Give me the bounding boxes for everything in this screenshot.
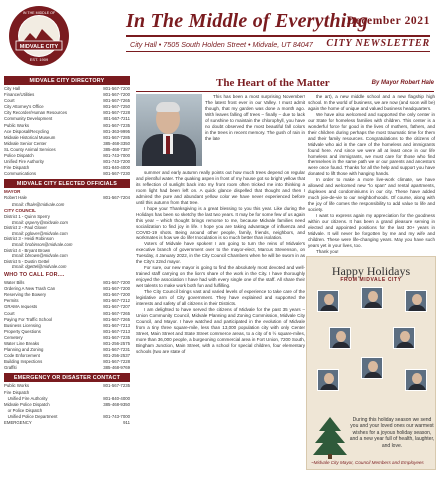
council-heading: CITY COUNCIL <box>4 208 36 214</box>
article-paragraph: In order to make a more live-work climate, we have allowed and welcomed new "lo span" and rental apartments, duplexes and condominiums in our city. These have added much joie-de-vie to our neighborhoods. Of course, along with the joy of life comes the responsibility to add value to life and society. <box>308 177 435 213</box>
who-to-call-row-number[interactable]: 801-567-7212 <box>103 298 130 304</box>
council-member-name: District 5 - Dustin Gettel <box>4 258 50 264</box>
city-hall-address: City Hall • 7505 South Holden Street • Midvale, UT 84047 <box>130 40 313 49</box>
masthead <box>0 0 440 76</box>
emergency-row-label: Unified Police Department <box>4 413 58 419</box>
mayor-number: 801-567-7204 <box>103 195 130 201</box>
council-member-name: District 3 - Heidi Robinson <box>4 236 54 242</box>
masthead-rule-lower <box>126 51 430 52</box>
council-portrait <box>361 357 383 379</box>
who-to-call-row-number[interactable]: 801-567-7231 <box>103 347 130 353</box>
directory-row-label: Court <box>4 98 15 104</box>
article-intro <box>205 94 305 168</box>
who-to-call-row-label: Code Enforcement <box>4 353 40 359</box>
directory-row-number[interactable]: 801-567-7285 <box>103 134 130 140</box>
holiday-signature: ~Midvale City Mayor, Council Members and Employees <box>311 460 424 465</box>
directory-list <box>4 86 130 177</box>
who-to-call-row-number[interactable]: 801-567-7200 <box>103 286 130 292</box>
who-to-call-row-number[interactable]: 801-567-7265 <box>103 310 130 316</box>
council-member-email[interactable]: Email: hrobinson@midvale.com <box>12 242 73 248</box>
directory-row-number[interactable]: 801-567-7200 <box>103 92 130 98</box>
directory-row-label: City Attorney's Office <box>4 104 44 110</box>
who-to-call-row-label: Water Line Breaks <box>4 340 40 346</box>
newsletter-label: CITY NEWSLETTER <box>326 38 430 49</box>
council-portrait <box>393 327 415 349</box>
emergency-list <box>4 383 130 426</box>
article-paragraph: Thank you! <box>316 248 339 254</box>
article-column-1 <box>136 170 305 475</box>
council-portrait <box>405 369 427 391</box>
who-to-call-row-label: Business Licensing <box>4 322 41 328</box>
directory-row-number[interactable]: 801-567-7235 <box>103 122 130 128</box>
svg-text:MIDVALE CITY: MIDVALE CITY <box>19 44 59 50</box>
who-to-call-row-label: Graffiti <box>4 365 17 371</box>
directory-row-number[interactable]: 801-743-7000 <box>103 153 130 159</box>
directory-row-label: Midvale Senior Center <box>4 140 47 146</box>
council-portrait <box>317 290 339 312</box>
article-paragraph: the art), a new middle school and a new flagship high school. In the world of business, we are now (and soon will be) again the home of unique and valued business headquarters. <box>308 94 435 111</box>
article-paragraph: The City Council brings vast and varied levels of experience to take care of the legislative arm of City government. They have explained and supported the interests and safety of all citizens in their Districts. <box>136 289 305 306</box>
directory-row-number[interactable]: 801-567-7211 <box>103 116 130 122</box>
who-to-call-row-label: Planning and Zoning <box>4 347 44 353</box>
sidebar-directory <box>4 76 130 476</box>
article-paragraph: I am delighted to have served the citizens of Midvale for the past 35 years – Union Community Council, Midvale Planning and Zoning Commission, Midvale City Council, and Mayor. I have watched and participated in the evolution of Midvale from a tiny three square-mile, less than 13,000 population city with only Center Street, Main Street and State Street commerce areas, to a city of 6 ½ square-miles, more than 36,000 people, a burgeoning commercial area in Fort Union, 7200 South, Bingham Junction, Main Street, with a school for special children, four elementary schools (two are state of <box>136 306 305 354</box>
who-to-call-row-label: Paying For Traffic School <box>4 316 52 322</box>
emergency-row-label: Public Works <box>4 383 29 389</box>
article-paragraph: I hope your Thanksgiving is a great blessing to you this year. Like during the Holidays has been so sketchy the last two years. It may be for some few of us again this year – which thought brings remorse to me, because Midvale families need socialization to find joy in life. I hope you are taking advantage of influenza and COVID-19 shots. Being around other people, family, friends, neighbors, and workmates is how we do life! Inoculation is so much better than isolation. <box>136 205 305 241</box>
issue-date: December 2021 <box>346 15 430 27</box>
directory-row-label: Public Works <box>4 122 29 128</box>
council-member-email[interactable]: Email: qsperry@midvale.com <box>12 219 68 225</box>
directory-row-number[interactable]: 801-363-9995 <box>103 128 130 134</box>
city-seal-logo <box>8 5 70 67</box>
publication-title: In The Middle of Everything <box>126 10 369 32</box>
who-to-call-row-label: Water Bills <box>4 280 25 286</box>
directory-row-label: City Recorder/Human Resources <box>4 110 68 116</box>
directory-row-number[interactable]: 385-468-3350 <box>103 140 130 146</box>
directory-row-label: Community Development <box>4 116 53 122</box>
directory-row-label: SL County Animal Services <box>4 146 56 152</box>
mayor-heading: MAYOR <box>4 189 21 195</box>
directory-row-number[interactable]: 801-567-7228 <box>103 110 130 116</box>
council-portrait <box>361 287 383 309</box>
who-to-call-row-label: Building Inspections <box>4 359 43 365</box>
emergency-row-number[interactable]: 801-840-4000 <box>103 395 130 401</box>
who-to-call-row-label: Ordering A New Trash Can <box>4 286 56 292</box>
directory-row-number[interactable]: 801-567-7250 <box>103 104 130 110</box>
who-to-call-row-label: Court <box>4 310 15 316</box>
directory-row-number[interactable]: 801-840-4000 <box>103 165 130 171</box>
directory-heading: MIDVALE CITY DIRECTORY <box>4 76 130 85</box>
article-column-2 <box>308 94 435 270</box>
directory-row-label: Police Dispatch <box>4 153 34 159</box>
who-to-call-list <box>4 280 130 371</box>
directory-row-label: Finance/Utilities <box>4 92 35 98</box>
article-header <box>136 77 434 92</box>
council-member-email[interactable]: Email: dgettel@midvale.com <box>12 264 67 270</box>
who-to-call-row-number[interactable]: 801-567-7200 <box>103 292 130 298</box>
emergency-row-number[interactable]: 911 <box>123 420 130 425</box>
who-to-call-row-number[interactable]: 801-256-2537 <box>103 353 130 359</box>
who-to-call-row-label: Property Questions <box>4 328 41 334</box>
article-byline: By Mayor Robert Hale <box>371 80 434 86</box>
directory-row-label: City Hall <box>4 86 20 91</box>
holiday-heading: Happy Holidays <box>331 264 411 278</box>
who-to-call-row-number[interactable]: 801-567-7213 <box>103 328 130 334</box>
who-to-call-row-number[interactable]: 385-468-9769 <box>103 365 130 371</box>
emergency-row-label: EMERGENCY <box>4 420 32 425</box>
who-to-call-row-number[interactable]: 801-567-7228 <box>103 359 130 365</box>
mayor-email[interactable]: Email: rfhale@midvale.com <box>12 201 65 207</box>
svg-text:IN THE MIDDLE OF: IN THE MIDDLE OF <box>22 11 56 15</box>
mayor-name: Robert Hale <box>4 195 27 201</box>
council-list <box>4 214 130 270</box>
who-to-call-row-label: Permits <box>4 298 19 304</box>
emergency-row-number[interactable]: 385-468-9350 <box>103 401 130 407</box>
council-member-name: District 2 - Paul Glover <box>4 225 47 231</box>
emergency-row-label: Fire Dispatch <box>4 389 30 395</box>
council-member-name: District 4 - Bryant Brown <box>4 247 51 253</box>
emergency-row-label: or Police Dispatch <box>4 407 43 413</box>
officials-heading: MIDVALE CITY ELECTED OFFICIALS <box>4 179 130 188</box>
who-to-call-row-number[interactable]: 801-567-7265 <box>103 316 130 322</box>
council-member-name: District 1 - Quinn Sperry <box>4 214 50 220</box>
holiday-message: During this holiday season we send you and your loved ones our warmest wishes for a joyous holiday season, and a new year full of health, laughter, and love. <box>349 417 435 449</box>
directory-row <box>4 171 130 177</box>
directory-row-label: Communications <box>4 171 37 177</box>
directory-row-number[interactable]: 801-743-7200 <box>103 159 130 165</box>
article-paragraph: We have also welcomed and supported the only center in our State for homeless families with children. This center is a wonderful force for good in the lives of mothers, fathers, and their children during perhaps the most traumatic time for them and their family resources. Congratulations to the citizens of Midvale who aid in the care of the homeless and immigrants found here. And since we were all at least once in our life homeless and immigrants, we must care for those who find themselves in the same path we or our parents and ancestors were once found. Thanks for all the help and support you have donated to lift those with hanging hands. <box>308 111 435 177</box>
council-portrait <box>329 327 351 349</box>
mayor-photo <box>136 94 202 166</box>
directory-row-number[interactable]: 801-567-7230 <box>103 171 130 177</box>
emergency-row-number[interactable]: 801-743-7000 <box>103 413 130 419</box>
who-to-call-row-label: GRAMA requests <box>4 304 38 310</box>
article-paragraph: For sure, our new mayor is going to find the absolutely most devoted and well-trained staff carrying on the lion's share of the work in the City. I have thoroughly enjoyed the association I have had with every single one of the staff. All share their wet talents to make work both fun and fulfilling. <box>136 265 305 289</box>
directory-row-number[interactable]: 801-567-7265 <box>103 98 130 104</box>
emergency-row-label: Midvale Police Dispatch <box>4 401 50 407</box>
directory-row-number[interactable]: 385-468-7387 <box>103 146 130 152</box>
emergency-row-label: Unified Fire Authority <box>4 395 48 401</box>
article-paragraph: I want to express again my appreciation for the goodness within our citizens. It has been a grand pleasure serving in elected and appointed positions for the last 30+ years in Midvale. It will never be forgotten by me and my wife and children. These were life-changing years. May you have such years yet in your lives, too. <box>308 213 435 248</box>
council-member-email[interactable]: Email: pglover@midvale.com <box>12 230 68 236</box>
directory-row-label: Ace Disposal/Recycling <box>4 128 49 134</box>
who-to-call-row-number[interactable]: 801-567-7200 <box>103 280 130 286</box>
council-portrait <box>405 290 427 312</box>
council-portrait <box>317 369 339 391</box>
article-title: The Heart of the Matter <box>216 77 330 89</box>
who-to-call-row-number[interactable]: 801-567-7207 <box>103 304 130 310</box>
who-to-call-row-number[interactable]: 801-567-7213 <box>103 322 130 328</box>
who-to-call-row-number[interactable]: 801-256-2575 <box>103 340 130 346</box>
pine-tree-icon <box>311 415 349 459</box>
directory-row-label: Midvale Historical Museum <box>4 134 56 140</box>
who-to-call-heading: WHO TO CALL FOR.... <box>4 272 65 279</box>
article-paragraph: This has been a most surprising November! The latest frost ever in our Valley. I must admit though, that my garden was done a month ago. With leaves falling off trees – finally – due to lack of sunshine to maintain the chlorophyll, you have no doubt observed the most beautiful fall colors in the trees in recent memory. The gush of rain in the late <box>205 94 305 141</box>
who-to-call-row-label: Cemetery <box>4 334 23 340</box>
directory-row-label: Fire Dispatch <box>4 165 30 171</box>
svg-text:EST. 1909: EST. 1909 <box>29 57 49 62</box>
council-member-email[interactable]: Email: bbrown@midvale.com <box>12 253 68 259</box>
emergency-row-number[interactable]: 801-567-7235 <box>103 383 130 389</box>
holiday-card <box>306 256 436 470</box>
holiday-subheading: FROM MIDVALE CITY <box>340 277 402 283</box>
directory-row-label: Unified Fire Authority <box>4 159 44 165</box>
masthead-rule <box>126 35 430 37</box>
article-paragraph: summer and early autumn really points out how much trees depend on regular and plentiful water. The quaking aspen in front of my house got so bright yellow that its reflection of sunlight back into my front room often tricked me into thinking a room light had been left on. A quick glance dispelled that thought and then I admired the pure and abundant yellow color we have never experienced before until this autumn from that tree. <box>136 170 305 205</box>
article-paragraph: Voters of Midvale have spoken! I am going to turn the reins of Midvale's executive branch of government over to the mayor-elect, Marcus Stevenson, on Tuesday, 4 January 2022, in the City Council Chambers when he will be sworn in as the City's 22nd mayor. <box>136 241 305 265</box>
emergency-row <box>4 420 130 426</box>
emergency-heading: EMERGENCY OR DISASTER CONTACT <box>4 373 130 382</box>
who-to-call-row-label: Reserving the Bowery <box>4 292 47 298</box>
directory-row-number[interactable]: 801-567-7200 <box>103 86 130 91</box>
who-to-call-row <box>4 365 130 371</box>
who-to-call-row-number[interactable]: 801-567-7235 <box>103 334 130 340</box>
